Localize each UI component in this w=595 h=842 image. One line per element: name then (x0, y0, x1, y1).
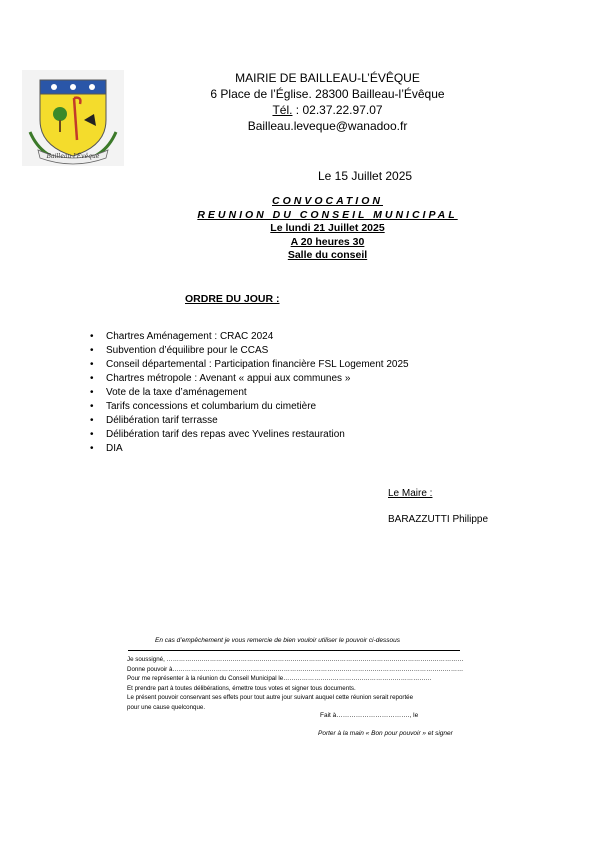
procuration-instruction: Porter à la main « Bon pour pouvoir » et signer (318, 730, 453, 737)
mairie-phone (160, 102, 495, 118)
agenda-heading: ORDRE DU JOUR : (185, 293, 280, 305)
document-date: Le 15 Juillet 2025 (318, 169, 413, 183)
procuration-heading: En cas d’empêchement je vous remercie de bien vouloir utiliser le pouvoir ci-dessous (155, 637, 400, 644)
signature-name: BARAZZUTTI Philippe (388, 514, 489, 525)
mairie-email: Bailleau.leveque@wanadoo.fr (247, 119, 408, 133)
agenda-item: • Vote de la taxe d’aménagement (88, 386, 409, 400)
agenda-item: • Délibération tarif terrasse (88, 414, 409, 428)
meeting-date: Le lundi 21 Juillet 2025 (270, 222, 385, 234)
procuration-line: pour une cause quelconque. (127, 703, 206, 711)
procuration-divider (128, 650, 460, 651)
convocation-title (150, 195, 505, 263)
municipal-crest (22, 70, 124, 166)
procuration-line: Pour me représenter à la réunion du Conseil Municipal le……………………………………………………………… (127, 675, 432, 682)
procuration-line: Donne pouvoir à…………………………………………………………………………………………………………………………… (127, 665, 464, 673)
phone-number: : 02.37.22.97.07 (292, 103, 383, 117)
mairie-address: 6 Place de l’Église. 28300 Bailleau-l’Évêque (210, 87, 445, 101)
mairie-header (160, 70, 495, 134)
title-meeting: REUNION DU CONSEIL MUNICIPAL (197, 208, 458, 221)
crest-motto: Bailleau l'Évêque (46, 153, 100, 160)
agenda-item: • DIA (88, 442, 409, 456)
agenda-item: • Conseil départemental : Participation financière FSL Logement 2025 (88, 358, 409, 372)
agenda-item: • Tarifs concessions et columbarium du cimetière (88, 400, 409, 414)
agenda-list (88, 330, 409, 456)
agenda-item: • Chartres métropole : Avenant « appui aux communes » (88, 372, 409, 386)
signature-label: Le Maire : (388, 488, 433, 499)
meeting-time: A 20 heures 30 (290, 235, 365, 248)
procuration-line: Le présent pouvoir conservant ses effets pour tout autre jour suivant auquel cette réunion serait reportée (127, 694, 414, 701)
procuration-line: Je soussigné, ……………………………………………………………………………………………………………………………… (127, 656, 464, 663)
meeting-place: Salle du conseil (287, 249, 368, 261)
agenda-item: • Subvention d’équilibre pour le CCAS (88, 344, 409, 358)
procuration-fait: Fait à……………………………., le (320, 712, 419, 719)
crest-icon (22, 70, 124, 166)
mairie-name: MAIRIE DE BAILLEAU-L’ÉVÊQUE (235, 71, 420, 85)
procuration-form (127, 655, 464, 712)
agenda-item: • Chartres Aménagement : CRAC 2024 (88, 330, 409, 344)
title-convocation: CONVOCATION (272, 195, 383, 207)
agenda-item: • Délibération tarif des repas avec Yvelines restauration (88, 428, 409, 442)
procuration-line: Et prendre part à toutes délibérations, émettre tous votes et signer tous documents. (127, 684, 356, 692)
phone-label: Tél. (272, 103, 293, 117)
